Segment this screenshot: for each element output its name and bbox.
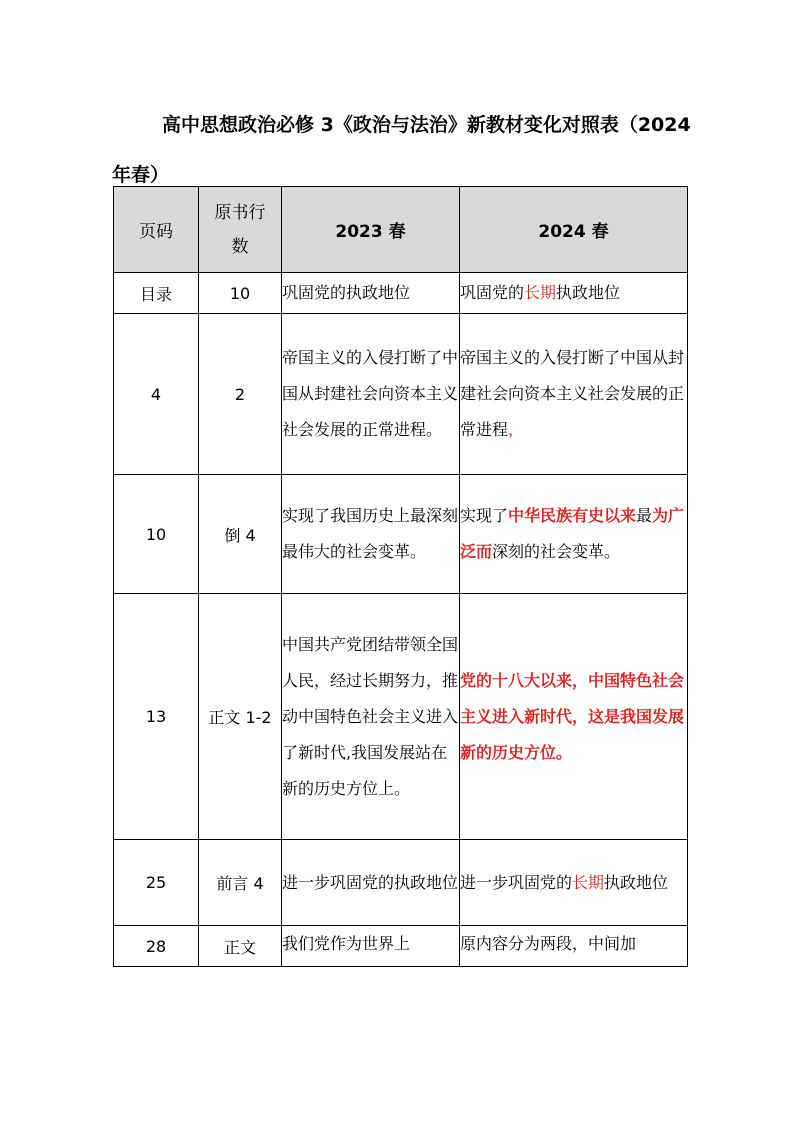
header-2023: 2023 春 xyxy=(282,187,460,273)
cell-line: 前言 4 xyxy=(199,840,282,926)
text-segment: 实现了 xyxy=(460,506,509,525)
cell-line: 正文 xyxy=(199,926,282,967)
table-row xyxy=(114,314,688,475)
cell-2023: 帝国主义的入侵打断了中国从封建社会向资本主义社会发展的正常进程。 xyxy=(282,314,460,475)
cell-line: 2 xyxy=(199,314,282,475)
table-row xyxy=(114,594,688,840)
cell-page: 25 xyxy=(114,840,199,926)
cell-2024 xyxy=(460,475,688,594)
highlight-segment: 党的十八大以来，中国特色社会主义进入新时代，这是我国发展新的历史方位。 xyxy=(460,670,685,762)
text-segment: 执政地位 xyxy=(556,283,621,302)
cell-2024 xyxy=(460,840,688,926)
text-segment: 深刻的社会变革。 xyxy=(492,542,621,561)
cell-page: 4 xyxy=(114,314,199,475)
cell-2023: 进一步巩固党的执政地位 xyxy=(282,840,460,926)
page-title: 高中思想政治必修 3《政治与法治》新教材变化对照表（2024 年春） xyxy=(112,114,691,186)
highlight-segment: 中华民族有史以来 xyxy=(508,506,637,525)
table-row xyxy=(114,926,688,967)
cell-2023: 巩固党的执政地位 xyxy=(282,273,460,314)
highlight-segment: 为广泛而 xyxy=(460,506,685,561)
cell-line: 10 xyxy=(199,273,282,314)
cell-2024: 原内容分为两段，中间加 xyxy=(460,926,688,967)
header-line xyxy=(199,187,282,273)
cell-page: 13 xyxy=(114,594,199,840)
table-header-row xyxy=(114,187,688,273)
header-line-part-1: 原书行 xyxy=(214,202,266,223)
header-line-part-2: 数 xyxy=(231,236,249,257)
cell-line: 正文 1-2 xyxy=(199,594,282,840)
text-segment: 帝国主义的入侵打断了中国从封建社会向资本主义社会发展的正常进程 xyxy=(460,348,685,439)
cell-page: 10 xyxy=(114,475,199,594)
table-row xyxy=(114,475,688,594)
table-row xyxy=(114,840,688,926)
comparison-table xyxy=(113,186,688,967)
text-segment: 进一步巩固党的 xyxy=(460,872,573,892)
header-2024: 2024 春 xyxy=(460,187,688,273)
cell-line: 倒 4 xyxy=(199,475,282,594)
text-segment: 执政地位 xyxy=(604,872,669,892)
cell-2024 xyxy=(460,314,688,475)
cell-2024 xyxy=(460,273,688,314)
cell-2024 xyxy=(460,594,688,840)
cell-2023: 中国共产党团结带领全国人民，经过长期努力，推动中国特色社会主义进入了新时代,我国发展站在新的历史方位上。 xyxy=(282,594,460,840)
cell-2023: 我们党作为世界上 xyxy=(282,926,460,967)
highlight-segment: ， xyxy=(508,420,525,439)
cell-page: 28 xyxy=(114,926,199,967)
text-segment: 巩固党的 xyxy=(460,283,525,302)
cell-page: 目录 xyxy=(114,273,199,314)
text-segment: 最 xyxy=(636,506,653,525)
table-row xyxy=(114,273,688,314)
cell-2023: 实现了我国历史上最深刻最伟大的社会变革。 xyxy=(282,475,460,594)
highlight-segment: 长期 xyxy=(572,872,605,892)
header-page: 页码 xyxy=(114,187,199,273)
highlight-segment: 长期 xyxy=(524,283,557,302)
